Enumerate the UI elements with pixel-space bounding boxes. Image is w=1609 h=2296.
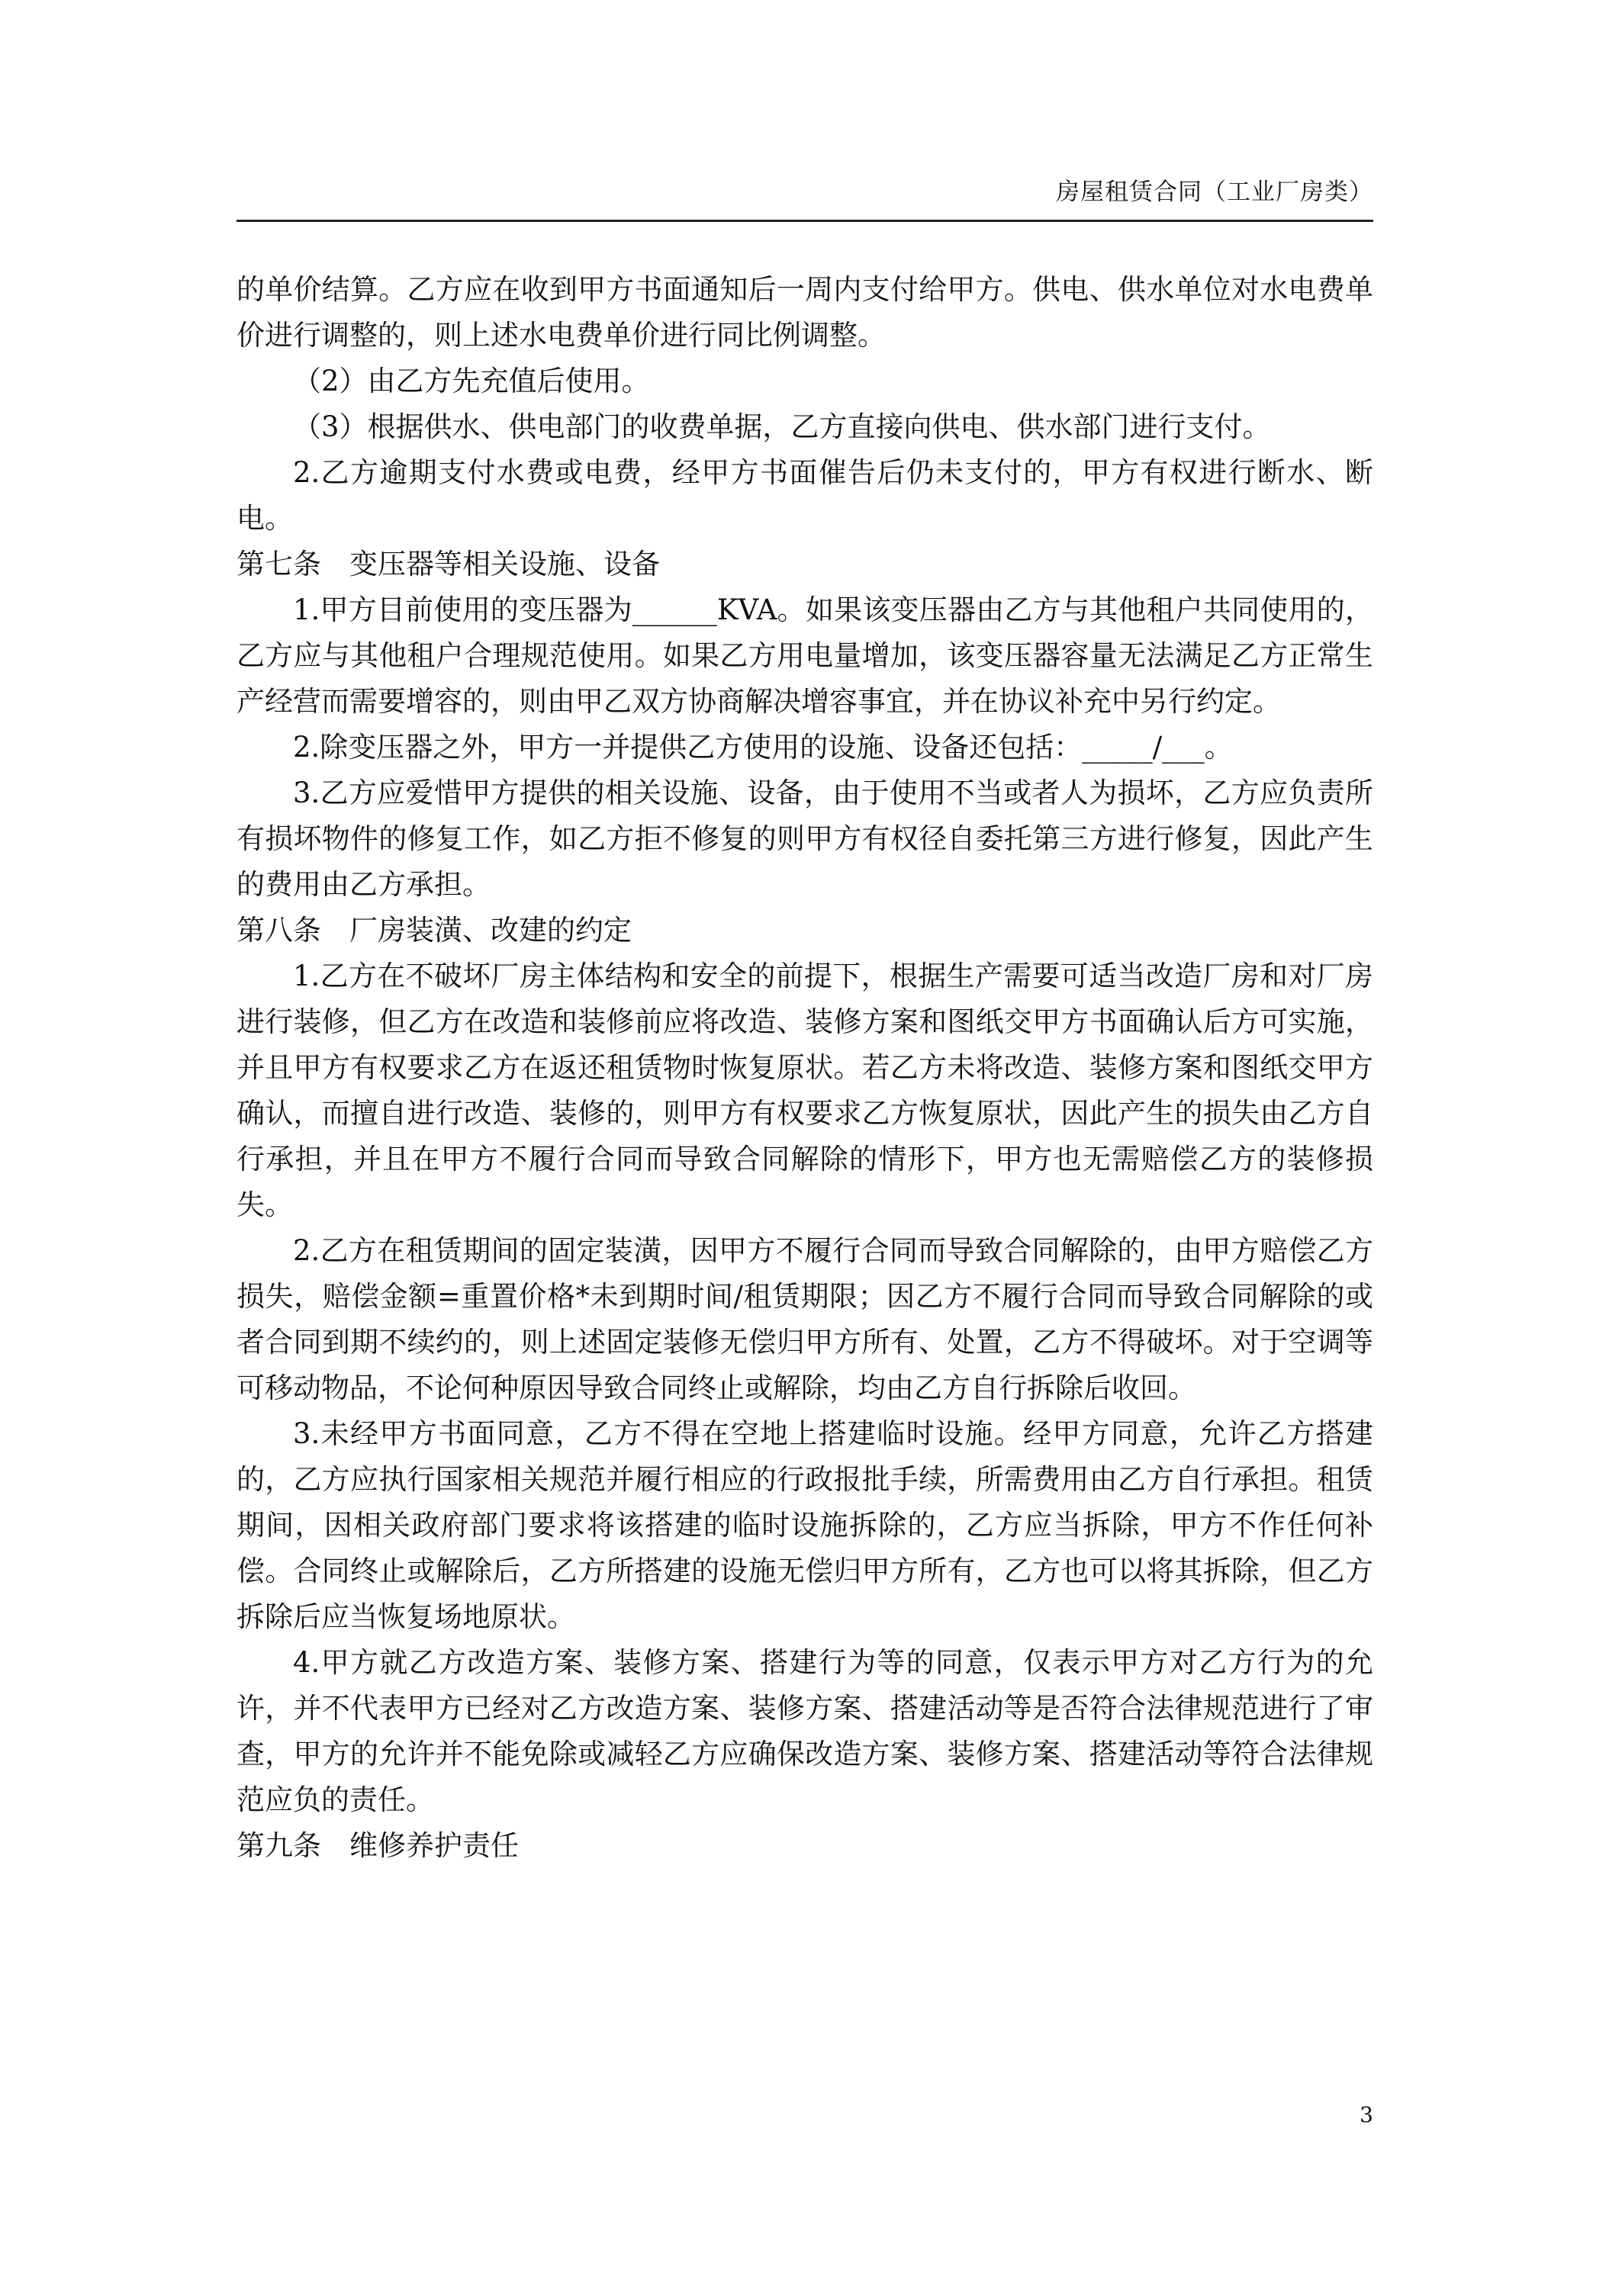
header-title: 房屋租赁合同（工业厂房类） bbox=[1056, 178, 1373, 206]
paragraph-other-equipment: 2.除变压器之外，甲方一并提供乙方使用的设施、设备还包括：_____/___。 bbox=[293, 731, 1233, 764]
page-number: 3 bbox=[1360, 2102, 1373, 2127]
paragraph-renovation-approval: 1.乙方在不破坏厂房主体结构和安全的前提下，根据生产需要可适当改造厂房和对厂房进行装修，但乙方在改造和装修前应将改造、装修方案和图纸交甲方书面确认后方可实施，并且甲方有权要求乙方在返还租赁物时恢复原状。若乙方未将改造、装修方案和图纸交甲方确认，而擅自进行改造、装修的，则甲方有权要求乙方恢复原状，因此产生的损失由乙方自行承担，并且在甲方不履行合同而导致合同解除的情形下，甲方也无需赔偿乙方的装修损失。 bbox=[237, 960, 1373, 1221]
paragraph-transformer: 1.甲方目前使用的变压器为______KVA。如果该变压器由乙方与其他租户共同使用的，乙方应与其他租户合理规范使用。如果乙方用电量增加，该变压器容量无法满足乙方正常生产经营而需要增容的，则由甲乙双方协商解决增容事宜，并在协议补充中另行约定。 bbox=[237, 593, 1373, 718]
paragraph-utility-price: 的单价结算。乙方应在收到甲方书面通知后一周内支付给甲方。供电、供水单位对水电费单价进行调整的，则上述水电费单价进行同比例调整。 bbox=[237, 273, 1373, 352]
paragraph-consent-scope: 4.甲方就乙方改造方案、装修方案、搭建行为等的同意，仅表示甲方对乙方行为的允许，并不代表甲方已经对乙方改造方案、装修方案、搭建活动等是否符合法律规范进行了审查，甲方的允许并不能免除或减轻乙方应确保改造方案、装修方案、搭建活动等符合法律规范应负的责任。 bbox=[237, 1646, 1373, 1816]
paragraph-direct-payment: （3）根据供水、供电部门的收费单据，乙方直接向供电、供水部门进行支付。 bbox=[293, 410, 1271, 443]
paragraph-equipment-care: 3.乙方应爱惜甲方提供的相关设施、设备，由于使用不当或者人为损坏，乙方应负责所有损坏物件的修复工作，如乙方拒不修复的则甲方有权径自委托第三方进行修复，因此产生的费用由乙方承担。 bbox=[237, 777, 1373, 901]
paragraph-overdue-payment: 2.乙方逾期支付水费或电费，经甲方书面催告后仍未支付的，甲方有权进行断水、断电。 bbox=[237, 456, 1373, 535]
paragraph-prepaid: （2）由乙方先充值后使用。 bbox=[293, 365, 650, 397]
article-7-heading: 第七条 变压器等相关设施、设备 bbox=[237, 548, 660, 580]
document-body bbox=[237, 267, 1373, 1869]
paragraph-fixed-decoration: 2.乙方在租赁期间的固定装潢，因甲方不履行合同而导致合同解除的，由甲方赔偿乙方损失，赔偿金额=重置价格*未到期时间/租赁期限；因乙方不履行合同而导致合同解除的或者合同到期不续约的，则上述固定装修无偿归甲方所有、处置，乙方不得破坏。对于空调等可移动物品，不论何种原因导致合同终止或解除，均由乙方自行拆除后收回。 bbox=[237, 1234, 1373, 1404]
page-header bbox=[237, 177, 1373, 222]
article-9-heading: 第九条 维修养护责任 bbox=[237, 1829, 519, 1862]
paragraph-temporary-facilities: 3.未经甲方书面同意，乙方不得在空地上搭建临时设施。经甲方同意，允许乙方搭建的，乙方应执行国家相关规范并履行相应的行政报批手续，所需费用由乙方自行承担。租赁期间，因相关政府部门要求将该搭建的临时设施拆除的，乙方应当拆除，甲方不作任何补偿。合同终止或解除后，乙方所搭建的设施无偿归甲方所有，乙方也可以将其拆除，但乙方拆除后应当恢复场地原状。 bbox=[237, 1417, 1373, 1633]
article-8-heading: 第八条 厂房装潢、改建的约定 bbox=[237, 914, 632, 947]
